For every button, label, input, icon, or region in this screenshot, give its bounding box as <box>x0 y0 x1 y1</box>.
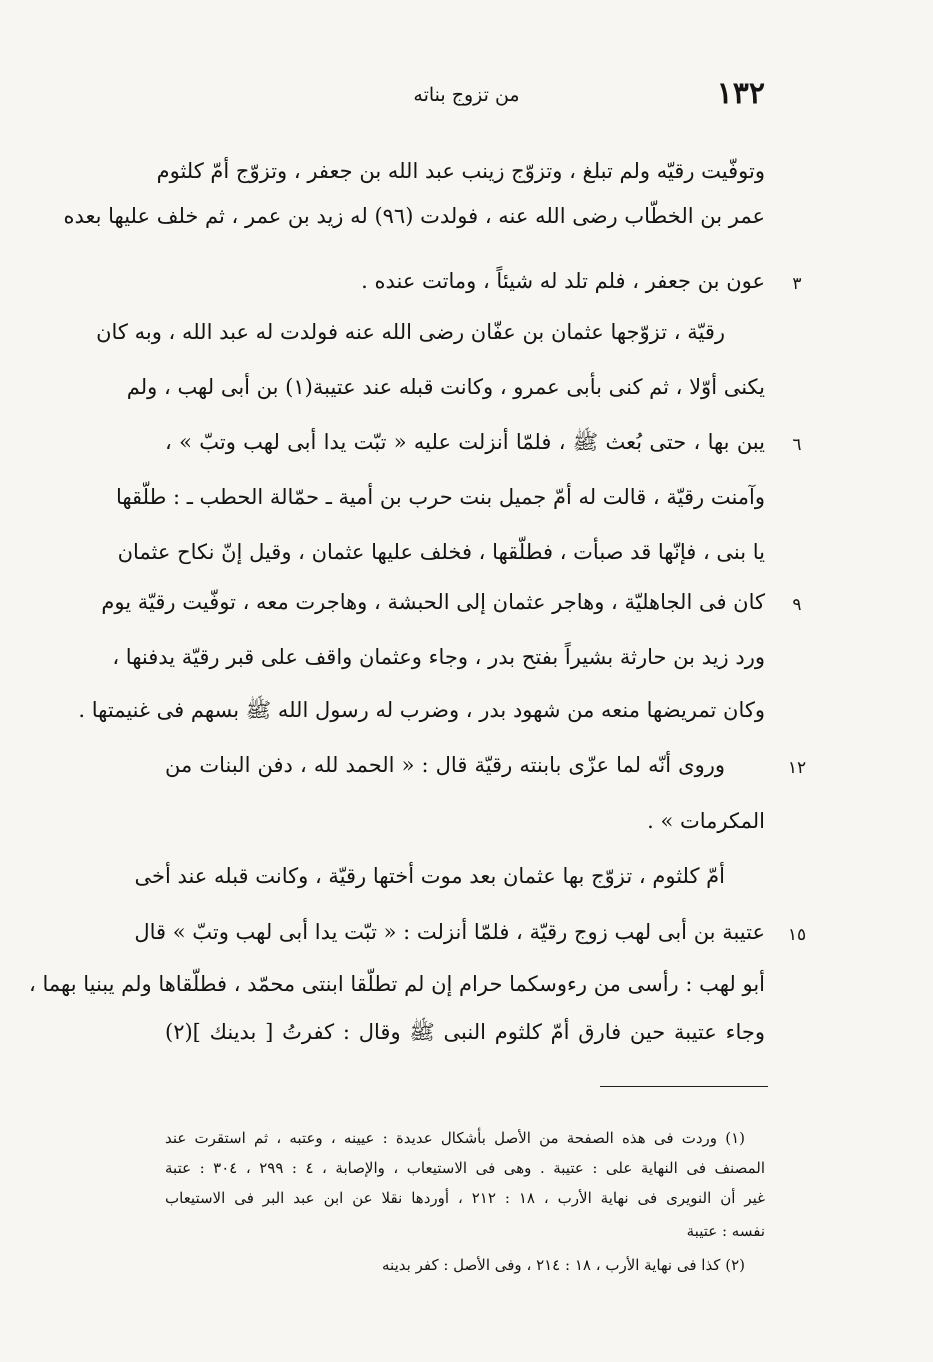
text-line: أمّ كلثوم ، تزوّج بها عثمان بعد موت أختها رقيّة ، وكانت قبله عند أخى <box>134 864 725 888</box>
text-line: رقيّة ، تزوّجها عثمان بن عفّان رضى الله عنه فولدت له عبد الله ، وبه كان <box>96 320 725 344</box>
page-number: ١٣٢ <box>716 76 765 111</box>
text-line: وكان تمريضها منعه من شهود بدر ، وضرب له رسول الله ﷺ بسهم فى غنيمتها . <box>78 698 765 722</box>
text-line: عون بن جعفر ، فلم تلد له شيئاً ، وماتت عنده . <box>361 269 765 293</box>
footnote-separator <box>600 1086 768 1087</box>
footnote-line: غير أن النويرى فى نهاية الأرب ، ١٨ : ٢١٢ ، أوردها نقلا عن ابن عبد البر فى الاستيعاب <box>165 1189 765 1207</box>
text-line: وجاء عتيبة حين فارق أمّ كلثوم النبى ﷺ وقال : كفرتُ [ بدينك ](٢) <box>165 1020 765 1044</box>
footnote-line: (١) وردت فى هذه الصفحة من الأصل بأشكال عديدة : عيينه ، وعتبه ، ثم استقرت عند <box>165 1129 745 1147</box>
line-number: ١٥ <box>787 925 807 945</box>
text-line: يكنى أوّلا ، ثم كنى بأبى عمرو ، وكانت قبله عند عتيبة(١) بن أبى لهب ، ولم <box>126 375 765 399</box>
footnote-line: المصنف فى النهاية على : عتيبة . وهى فى الاستيعاب ، والإصابة ، ٤ : ٢٩٩ ، ٣٠٤ : عتبة <box>165 1159 765 1177</box>
text-line: عمر بن الخطّاب رضى الله عنه ، فولدت (٩٦) له زيد بن عمر ، ثم خلف عليها بعده <box>63 204 765 228</box>
text-line: يبن بها ، حتى بُعث ﷺ ، فلمّا أنزلت عليه « تبّت يدا أبى لهب وتبّ » ، <box>165 430 765 454</box>
line-number: ١٢ <box>787 758 807 778</box>
line-number: ٦ <box>792 435 802 455</box>
text-line: المكرمات » . <box>647 809 765 833</box>
footnote-line: نفسه : عتيبة <box>686 1222 765 1240</box>
footnote-line: (٢) كذا فى نهاية الأرب ، ١٨ : ٢١٤ ، وفى الأصل : كفر بدينه <box>382 1256 745 1274</box>
text-line: يا بنى ، فإنّها قد صبأت ، فطلّقها ، فخلف عليها عثمان ، وقيل إنّ نكاح عثمان <box>117 540 765 564</box>
line-number: ٣ <box>792 274 802 294</box>
running-title: من تزوج بناته <box>413 84 520 106</box>
text-line: وروى أنّه لما عزّى بابنته رقيّة قال : « الحمد لله ، دفن البنات من <box>165 753 725 777</box>
text-line: كان فى الجاهليّة ، وهاجر عثمان إلى الحبشة ، وهاجرت معه ، توفّيت رقيّة يوم <box>101 590 765 614</box>
text-line: أبو لهب : رأسى من رءوسكما حرام إن لم تطلّقا ابنتى محمّد ، فطلّقاها ولم يبنيا بهما ، <box>29 972 765 996</box>
text-line: وتوفّيت رقيّه ولم تبلغ ، وتزوّج زينب عبد الله بن جعفر ، وتزوّج أمّ كلثوم <box>156 159 765 183</box>
line-number: ٩ <box>792 595 802 615</box>
text-line: ورد زيد بن حارثة بشيراً بفتح بدر ، وجاء وعثمان واقف على قبر رقيّة يدفنها ، <box>112 645 765 669</box>
page-header <box>0 76 933 116</box>
text-line: وآمنت رقيّة ، قالت له أمّ جميل بنت حرب بن أمية ـ حمّالة الحطب ـ : طلّقها <box>115 485 765 509</box>
text-line: عتيبة بن أبى لهب زوج رقيّة ، فلمّا أنزلت : « تبّت يدا أبى لهب وتبّ » قال <box>134 920 765 944</box>
